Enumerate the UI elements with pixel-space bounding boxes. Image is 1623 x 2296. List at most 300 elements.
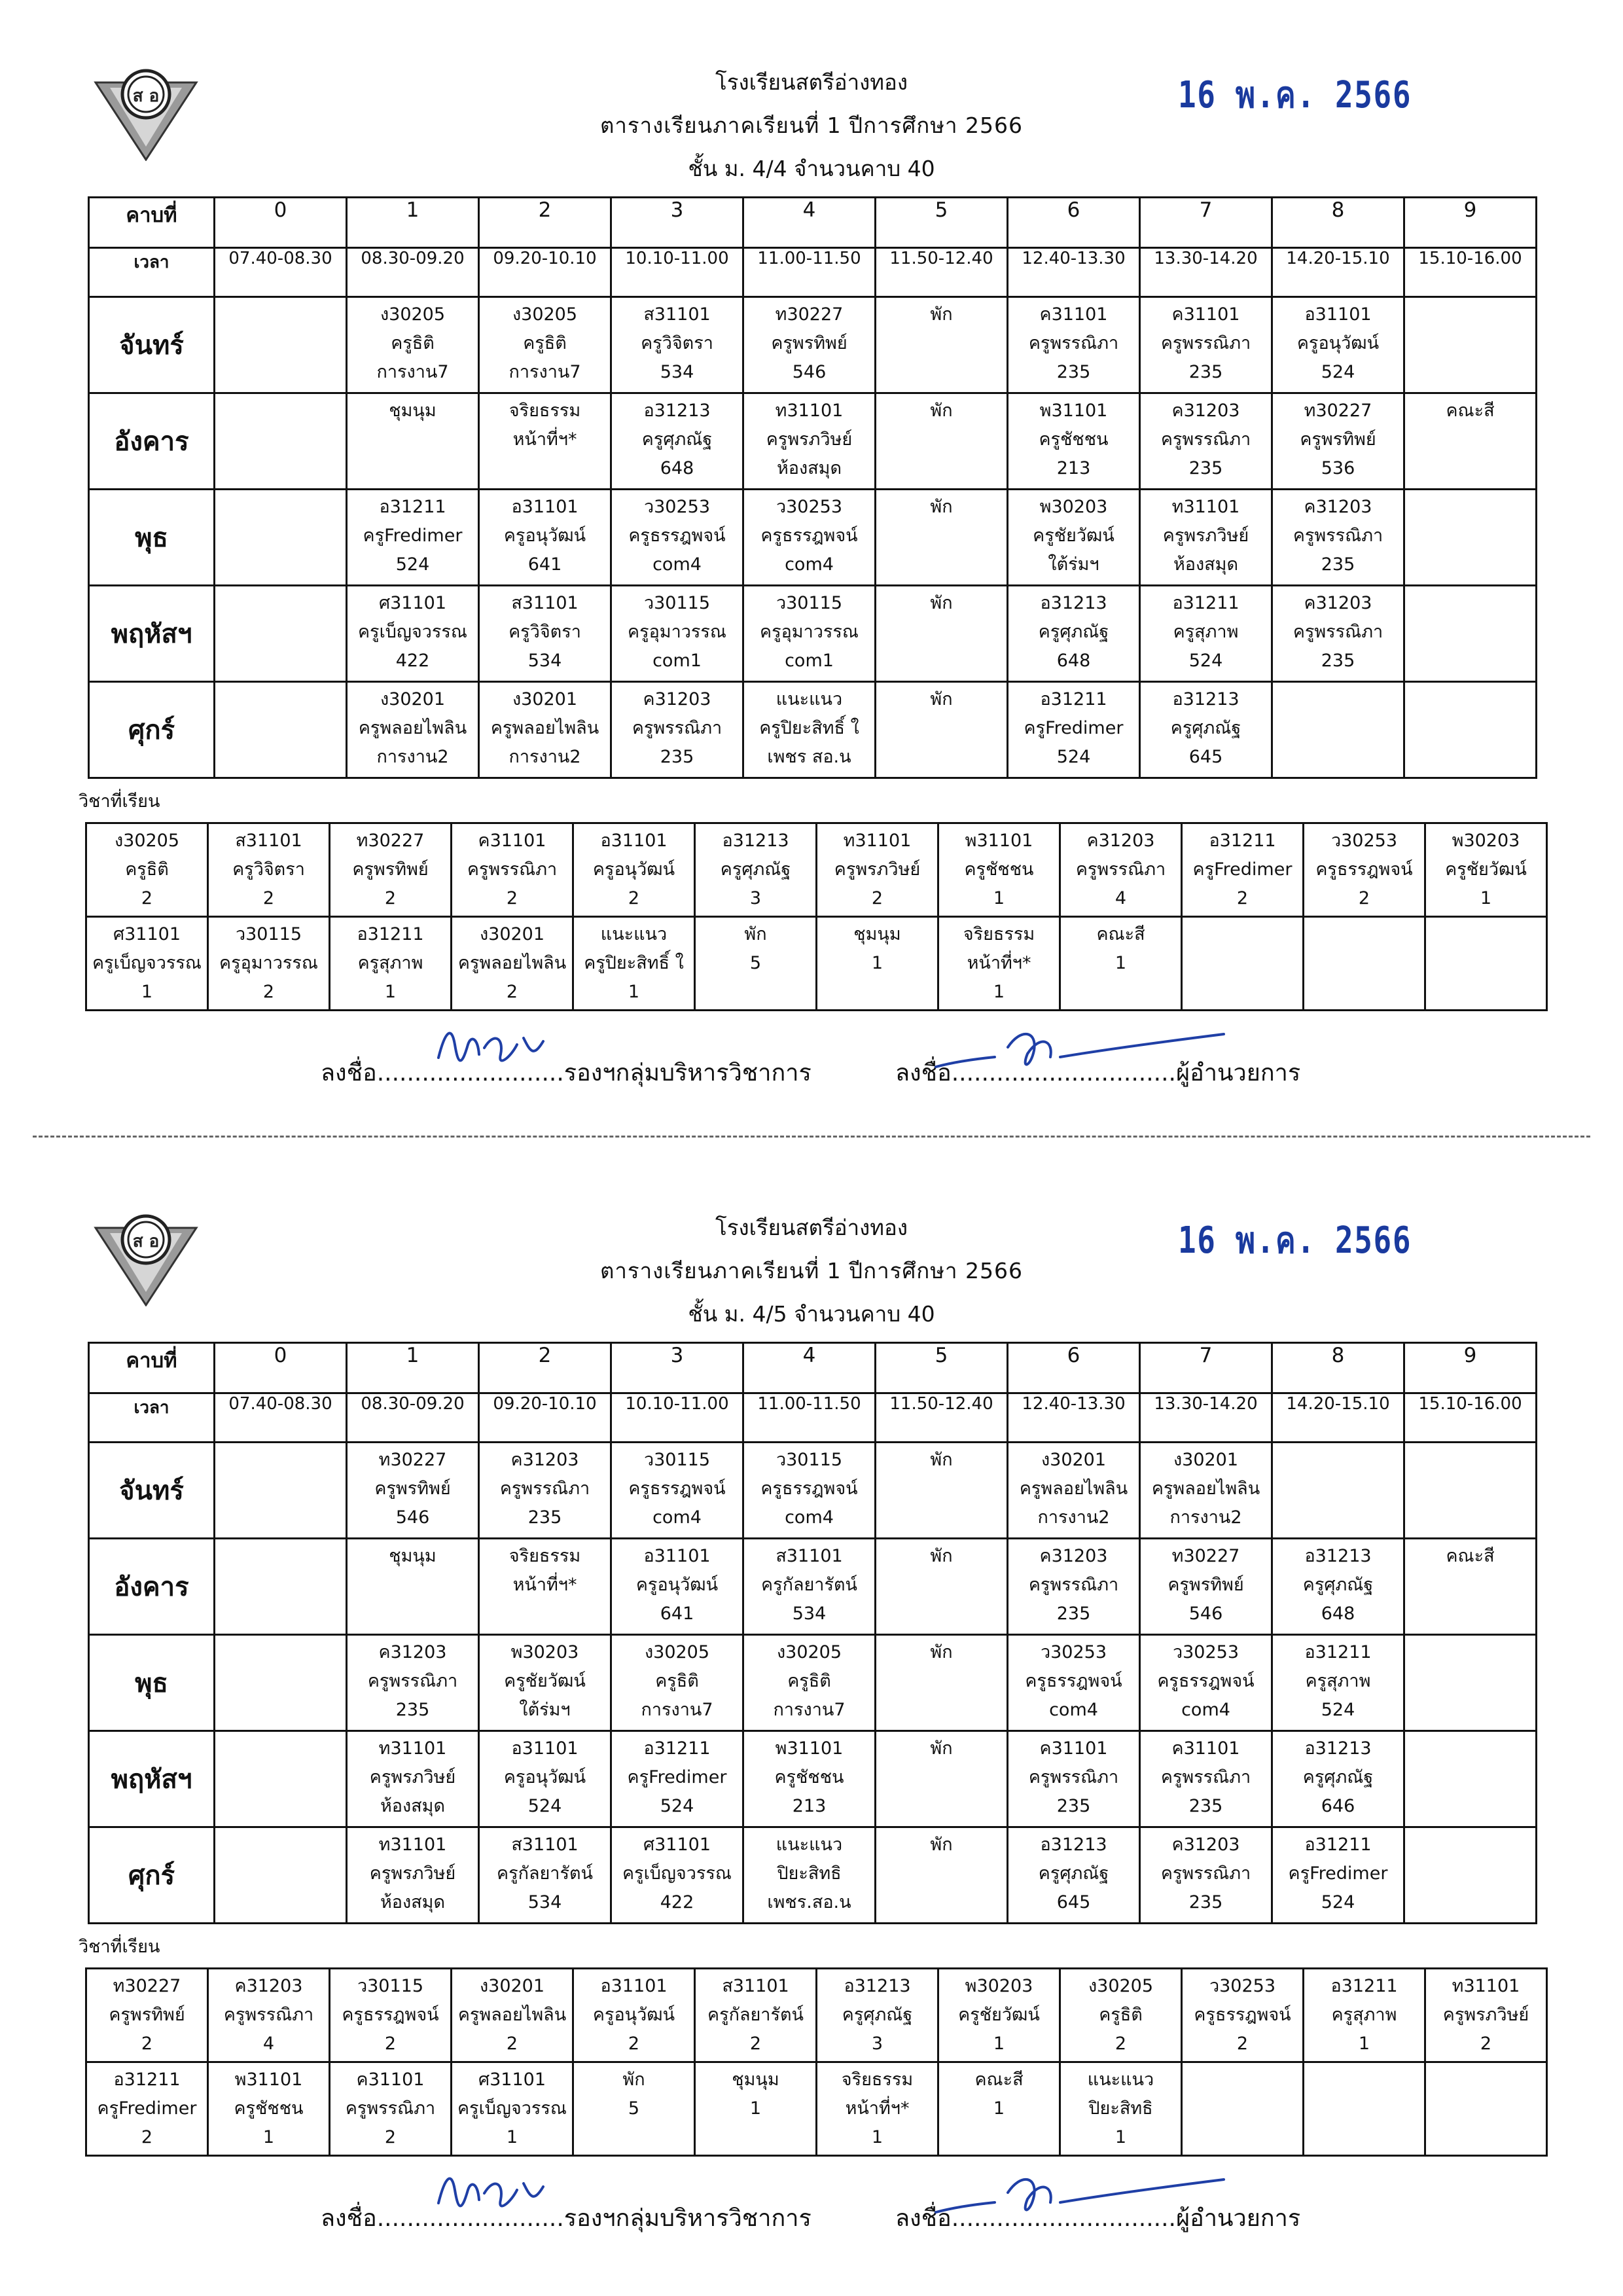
day-row [89, 490, 1537, 586]
summary-cell-line: ศ31101 [478, 2070, 546, 2090]
summary-cell-line: ครูพลอยไพลิน [457, 953, 567, 973]
class-cell-line: ครูพรรณิภา [1160, 1767, 1251, 1787]
class-cell [347, 1635, 479, 1731]
summary-cell [1060, 2062, 1182, 2156]
time-slot: 09.20-10.10 [479, 1393, 611, 1443]
summary-cell [1182, 1969, 1304, 2062]
signature-academic-deputy: ลงชื่อ.........................รองฯกลุ่มบริหารวิชาการ [321, 1060, 812, 1086]
class-cell-line: ครูพลอยไพลิน [490, 718, 599, 738]
summary-cell-line: ครูFredimer [1192, 859, 1293, 880]
summary-cell-line: 5 [749, 953, 762, 973]
summary-cell-line: ท31101 [843, 831, 912, 851]
summary-cell-line: 2 [506, 982, 518, 1002]
summary-cell-line: ครูพรทิพย์ [109, 2005, 185, 2025]
class-cell-line: 648 [1056, 651, 1091, 671]
class-cell-line: 524 [1056, 747, 1091, 767]
class-cell-line: ห้องสมุด [380, 1892, 445, 1912]
class-cell [479, 490, 611, 586]
day-name: ศุกร์ [89, 682, 215, 778]
class-cell-line: ว30115 [776, 593, 843, 613]
summary-cell-line: ครูพรภวิษย์ [834, 859, 921, 880]
class-cell-line: อ31211 [1040, 689, 1107, 709]
period-number: 6 [1008, 198, 1140, 248]
class-cell-line: ครูธรรฎพจน์ [628, 1479, 726, 1499]
summary-cell-line: 2 [384, 2127, 397, 2147]
class-cell [1008, 682, 1140, 778]
class-cell-line: ครูกัลยารัตน์ [761, 1575, 857, 1595]
class-cell [876, 1731, 1008, 1827]
summary-cell-line: ค31101 [356, 2070, 425, 2090]
summary-cell-line: 1 [628, 982, 640, 1002]
class-cell-line: ครูสุภาพ [1173, 622, 1239, 642]
class-cell-line: ครูพรรณิภา [1160, 333, 1251, 353]
class-cell-line: อ31213 [1304, 1738, 1372, 1759]
class-cell-line: ครูศุภณัฐ [1038, 622, 1109, 642]
class-cell-line: ว30253 [1040, 1642, 1107, 1662]
summary-cell [817, 1969, 938, 2062]
time-slot: 11.50-12.40 [876, 1393, 1008, 1443]
summary-cell-line: ท31101 [1452, 1976, 1520, 1996]
summary-cell [208, 917, 330, 1011]
period-row [89, 198, 1537, 248]
class-cell [743, 682, 876, 778]
class-cell-line: ท30227 [378, 1450, 447, 1470]
summary-cell [86, 917, 208, 1011]
class-cell-line: ครูFredimer [1288, 1863, 1388, 1884]
class-cell [1404, 1539, 1537, 1635]
class-cell-line: com4 [652, 1507, 702, 1528]
class-cell-line: ครูชัยวัฒน์ [1033, 526, 1115, 546]
class-cell-line: หน้าที่ฯ* [512, 429, 577, 450]
class-cell [1140, 1731, 1272, 1827]
class-cell-line: ชุมนุม [389, 401, 437, 421]
summary-cell-line: 2 [1236, 2034, 1249, 2054]
summary-cell [1182, 917, 1304, 1011]
summary-cell-line: 2 [628, 888, 640, 908]
class-cell-line: ชุมนุม [389, 1546, 437, 1566]
summary-cell [573, 823, 695, 917]
summary-cell [938, 1969, 1060, 2062]
day-name: อังคาร [89, 393, 215, 490]
class-cell-line: เพชร สอ.น [767, 747, 851, 767]
class-cell-line: 235 [1056, 1796, 1091, 1816]
class-cell-line: 235 [1056, 1604, 1091, 1624]
summary-cell-line: ชุมนุม [853, 924, 901, 944]
class-cell-line: ว30115 [776, 1450, 843, 1470]
class-cell [743, 1443, 876, 1539]
class-cell-line: 422 [395, 651, 430, 671]
summary-cell-line: ครูพลอยไพลิน [457, 2005, 567, 2025]
class-cell-line: 524 [1188, 651, 1223, 671]
day-row [89, 1539, 1537, 1635]
summary-cell [1425, 823, 1547, 917]
class-cell [347, 1731, 479, 1827]
class-cell [611, 1731, 743, 1827]
summary-cell-line: 2 [141, 888, 153, 908]
summary-cell-line: ครูอนุวัฒน์ [592, 859, 675, 880]
class-cell-line: อ31211 [643, 1738, 711, 1759]
class-cell [479, 1443, 611, 1539]
class-cell-line: ครูปิยะสิทธิ์ ใ [759, 718, 859, 738]
class-cell-line: ครูธรรฎพจน์ [760, 1479, 858, 1499]
class-cell [479, 1731, 611, 1827]
class-cell-line: การงาน7 [508, 362, 581, 382]
cut-line [33, 1136, 1590, 1138]
class-cell-line: หน้าที่ฯ* [512, 1575, 577, 1595]
class-cell-line: 546 [792, 362, 827, 382]
class-cell-line: ค31101 [1039, 1738, 1108, 1759]
day-name: จันทร์ [89, 297, 215, 393]
class-cell-line: ครูธรรฎพจน์ [760, 526, 858, 546]
class-cell-line: คณะสี [1446, 1546, 1495, 1566]
summary-cell-line: ครูศุภณัฐ [842, 2005, 913, 2025]
summary-cell-line: ครูพรภวิษย์ [1442, 2005, 1529, 2025]
summary-row [86, 917, 1547, 1011]
summary-cell-line: ง30205 [114, 831, 180, 851]
class-cell [215, 297, 347, 393]
summary-cell-line: 1 [141, 982, 153, 1002]
class-cell [743, 1539, 876, 1635]
signature-director: ลงชื่อ..............................ผู้อำนวยการ [895, 2205, 1301, 2232]
class-cell-line: 235 [1188, 1796, 1223, 1816]
class-cell-line: ท30227 [1171, 1546, 1240, 1566]
summary-cell-line: อ31211 [1330, 1976, 1398, 1996]
class-cell-line: ส31101 [643, 304, 711, 325]
summary-cell [938, 823, 1060, 917]
summary-cell [1425, 2062, 1547, 2156]
class-cell-line: อ31101 [511, 497, 579, 517]
summary-cell-line: 4 [1115, 888, 1127, 908]
class-cell-line: 536 [1321, 458, 1355, 478]
day-row [89, 1731, 1537, 1827]
summary-cell [86, 823, 208, 917]
period-number: 7 [1140, 198, 1272, 248]
class-cell [215, 1443, 347, 1539]
summary-cell-line: พัก [744, 924, 767, 944]
summary-cell [1304, 2062, 1425, 2156]
time-slot: 12.40-13.30 [1008, 248, 1140, 297]
class-cell-line: ครูวิจิตรา [641, 333, 713, 353]
schedule-title: ตารางเรียนภาคเรียนที่ 1 ปีการศึกษา 2566 [599, 1258, 1024, 1283]
class-cell-line: ค31203 [1039, 1546, 1108, 1566]
summary-cell [1182, 2062, 1304, 2156]
summary-cell [1060, 823, 1182, 917]
summary-cell-line: 2 [506, 2034, 518, 2054]
class-cell [876, 1635, 1008, 1731]
handwritten-signature-left [432, 2164, 563, 2225]
class-cell-line: ครูพรรณิภา [367, 1671, 458, 1691]
class-cell-line: ท31101 [378, 1835, 447, 1855]
period-number: 4 [743, 1343, 876, 1393]
subjects-label: วิชาที่เรียน [79, 1937, 160, 1957]
summary-cell-line: จริยธรรม [841, 2070, 914, 2090]
summary-cell-line: ง30201 [479, 1976, 545, 1996]
class-cell-line: ครูธรรฎพจน์ [1025, 1671, 1122, 1691]
class-cell-line: การงาน7 [376, 362, 449, 382]
class-cell-line: 235 [395, 1700, 430, 1720]
class-cell [479, 393, 611, 490]
class-cell-line: 645 [1188, 747, 1223, 767]
day-name: พฤหัสฯ [89, 1731, 215, 1827]
class-cell-line: อ31213 [1040, 593, 1107, 613]
class-cell [347, 1827, 479, 1924]
class-cell [1272, 490, 1404, 586]
class-cell-line: เพชร.สอ.น [767, 1892, 851, 1912]
summary-cell [86, 1969, 208, 2062]
summary-cell-line: ครูธรรฎพจน์ [1194, 2005, 1291, 2025]
class-cell-line: com4 [1049, 1700, 1098, 1720]
class-cell-line: 235 [1188, 362, 1223, 382]
summary-cell [208, 2062, 330, 2156]
summary-cell-line: ครูศุภณัฐ [720, 859, 791, 880]
summary-cell-line: ง30205 [1088, 1976, 1154, 1996]
class-cell-line: ครูพรรณิภา [1293, 622, 1383, 642]
class-cell-line: พัก [930, 304, 953, 325]
period-number: 2 [479, 198, 611, 248]
summary-cell [1304, 1969, 1425, 2062]
summary-cell-line: พัก [622, 2070, 645, 2090]
class-cell-line: อ31101 [1304, 304, 1372, 325]
class-cell-line: ค31101 [1171, 304, 1240, 325]
class-cell [1008, 1443, 1140, 1539]
period-number: 3 [611, 198, 743, 248]
class-cell-line: อ31101 [643, 1546, 711, 1566]
summary-cell-line: ค31101 [478, 831, 546, 851]
class-cell-line: พัก [930, 1835, 953, 1855]
summary-cell-line: 2 [384, 2034, 397, 2054]
class-cell [215, 682, 347, 778]
summary-cell [330, 917, 452, 1011]
day-row [89, 1827, 1537, 1924]
time-slot: 09.20-10.10 [479, 248, 611, 297]
day-name: พฤหัสฯ [89, 586, 215, 682]
class-cell-line: ท30227 [1304, 401, 1372, 421]
time-slot: 14.20-15.10 [1272, 1393, 1404, 1443]
summary-cell-line: ท30227 [113, 1976, 181, 1996]
class-cell-line: ครูชัชชน [774, 1767, 844, 1787]
class-cell-line: 524 [1321, 362, 1355, 382]
class-cell-line: ครูพลอยไพลิน [1151, 1479, 1260, 1499]
svg-text:ส อ: ส อ [132, 86, 160, 106]
class-cell [479, 1539, 611, 1635]
class-cell [347, 586, 479, 682]
summary-cell-line: หน้าที่ฯ* [845, 2098, 910, 2119]
summary-cell-line: 2 [1115, 2034, 1127, 2054]
summary-cell-line: พ30203 [965, 1976, 1033, 1996]
class-cell-line: ค31203 [510, 1450, 579, 1470]
class-cell [215, 1731, 347, 1827]
day-row [89, 1443, 1537, 1539]
summary-cell-line: ครูปิยะสิทธิ์ ใ [584, 953, 684, 973]
class-cell-line: ครูพรรณิภา [632, 718, 722, 738]
class-cell-line: พ30203 [510, 1642, 579, 1662]
class-cell [1404, 297, 1537, 393]
class-cell-line: 235 [1056, 362, 1091, 382]
day-name: พุธ [89, 490, 215, 586]
class-cell [876, 1539, 1008, 1635]
summary-cell-line: 4 [262, 2034, 275, 2054]
summary-cell [208, 1969, 330, 2062]
class-cell-line: จริยธรรม [508, 1546, 581, 1566]
signature-academic-deputy: ลงชื่อ.........................รองฯกลุ่มบริหารวิชาการ [321, 2205, 812, 2232]
class-cell-line: อ31101 [511, 1738, 579, 1759]
class-cell-line: ส31101 [511, 593, 579, 613]
summary-cell-line: 2 [871, 888, 883, 908]
class-cell-line: 648 [1321, 1604, 1355, 1624]
summary-cell [452, 823, 573, 917]
class-cell-line: อ31211 [1304, 1835, 1372, 1855]
summary-cell-line: คณะสี [1096, 924, 1145, 944]
class-cell [876, 297, 1008, 393]
summary-cell [573, 2062, 695, 2156]
class-cell-line: ครูกัลยารัตน์ [497, 1863, 593, 1884]
summary-cell-line: ครูธิติ [125, 859, 169, 880]
class-cell-line: ว30253 [643, 497, 711, 517]
class-cell-line: ปิยะสิทธิ [777, 1863, 842, 1884]
class-cell-line: 235 [1188, 1892, 1223, 1912]
summary-cell-line: ค31203 [234, 1976, 303, 1996]
class-cell [347, 297, 479, 393]
summary-cell [938, 2062, 1060, 2156]
time-row [89, 248, 1537, 297]
class-cell-line: 235 [1188, 458, 1223, 478]
class-cell [1140, 393, 1272, 490]
class-cell [743, 490, 876, 586]
class-cell-line: ง30205 [380, 304, 446, 325]
class-cell-line: 534 [527, 1892, 562, 1912]
summary-cell-line: 2 [1236, 888, 1249, 908]
class-cell-line: ครูพรรณิภา [499, 1479, 590, 1499]
class-cell-line: ครูธิติ [655, 1671, 699, 1691]
class-cell-line: พัก [930, 689, 953, 709]
class-cell-line: ครูพลอยไพลิน [358, 718, 467, 738]
summary-cell [938, 917, 1060, 1011]
class-cell [1272, 682, 1404, 778]
class-cell [215, 1539, 347, 1635]
day-name: พุธ [89, 1635, 215, 1731]
class-cell [1140, 490, 1272, 586]
summary-cell-line: พ31101 [234, 2070, 303, 2090]
summary-cell-line: ครูสุภาพ [1331, 2005, 1397, 2025]
summary-cell-line: ครูกัลยารัตน์ [707, 2005, 804, 2025]
class-cell-line: ท31101 [1171, 497, 1240, 517]
subjects-label: วิชาที่เรียน [79, 791, 160, 812]
time-slot: 15.10-16.00 [1404, 1393, 1537, 1443]
class-cell-line: พ30203 [1039, 497, 1108, 517]
summary-cell-line: 1 [871, 953, 883, 973]
class-cell [611, 1635, 743, 1731]
class-cell-line: ครูธรรฎพจน์ [1157, 1671, 1255, 1691]
class-cell-line: 213 [792, 1796, 827, 1816]
class-cell [1404, 1827, 1537, 1924]
class-cell-line: ครูพรภวิษย์ [369, 1863, 456, 1884]
class-cell [1404, 1635, 1537, 1731]
summary-cell-line: ท30227 [356, 831, 425, 851]
time-slot: 10.10-11.00 [611, 1393, 743, 1443]
class-cell [1272, 1443, 1404, 1539]
period-number: 9 [1404, 198, 1537, 248]
period-number: 7 [1140, 1343, 1272, 1393]
class-cell-line: พัก [930, 401, 953, 421]
summary-cell-line: 1 [506, 2127, 518, 2147]
class-cell-line: 213 [1056, 458, 1091, 478]
summary-cell [1060, 1969, 1182, 2062]
period-number: 2 [479, 1343, 611, 1393]
class-cell [1272, 1731, 1404, 1827]
class-cell [1140, 1443, 1272, 1539]
class-cell-line: ค31203 [1171, 1835, 1240, 1855]
summary-cell-line: ครูพรรณิภา [1075, 859, 1166, 880]
class-cell [1404, 682, 1537, 778]
class-cell [1008, 393, 1140, 490]
summary-cell [1304, 917, 1425, 1011]
class-cell-line: 235 [1321, 651, 1355, 671]
signature-director: ลงชื่อ..............................ผู้อำนวยการ [895, 1060, 1301, 1086]
class-cell-line: ครูFredimer [627, 1767, 727, 1787]
summary-cell-line: 2 [1480, 2034, 1492, 2054]
class-cell-line: ครูเบ็ญจวรรณ [622, 1863, 732, 1884]
class-cell-line: ว30115 [643, 593, 711, 613]
class-cell [611, 1539, 743, 1635]
summary-cell-line: 1 [1115, 953, 1127, 973]
class-cell-line: ว30253 [1172, 1642, 1240, 1662]
class-cell [479, 297, 611, 393]
class-cell [611, 682, 743, 778]
summary-cell-line: 1 [1115, 2127, 1127, 2147]
class-cell [215, 1635, 347, 1731]
svg-text:ส อ: ส อ [132, 1232, 160, 1251]
class-cell [1008, 1635, 1140, 1731]
class-cell [743, 586, 876, 682]
class-cell-line: ใต้ร่มฯ [519, 1700, 571, 1720]
class-cell-line: ค31203 [1304, 497, 1372, 517]
class-cell [1272, 393, 1404, 490]
class-cell-line: พัก [930, 497, 953, 517]
summary-cell-line: ว30115 [235, 924, 302, 944]
class-cell [743, 1731, 876, 1827]
class-cell [215, 1827, 347, 1924]
summary-cell [208, 823, 330, 917]
summary-cell [452, 1969, 573, 2062]
class-cell [1008, 1539, 1140, 1635]
class-cell-line: 534 [527, 651, 562, 671]
timetable [88, 196, 1537, 779]
summary-cell-line: ส31101 [235, 831, 302, 851]
class-cell-line: พ31101 [775, 1738, 844, 1759]
summary-cell [695, 2062, 817, 2156]
day-row [89, 586, 1537, 682]
handwritten-signature-right [929, 2166, 1230, 2228]
summary-cell-line: 2 [749, 2034, 762, 2054]
class-cell-line: com4 [785, 1507, 834, 1528]
class-cell-line: ค31203 [378, 1642, 447, 1662]
summary-cell-line: ว30253 [1209, 1976, 1276, 1996]
class-cell-line: แนะแนว [776, 1835, 843, 1855]
class-cell-line: ท31101 [378, 1738, 447, 1759]
summary-cell-line: อ31101 [600, 831, 668, 851]
time-slot: 07.40-08.30 [215, 248, 347, 297]
summary-cell-line: อ31213 [722, 831, 789, 851]
class-cell [1140, 586, 1272, 682]
class-cell-line: ง30201 [1173, 1450, 1239, 1470]
class-cell-line: ครูธรรฎพจน์ [628, 526, 726, 546]
summary-cell-line: อ31213 [844, 1976, 911, 1996]
class-cell-line: 524 [527, 1796, 562, 1816]
period-label: คาบที่ [89, 198, 215, 248]
class-cell-line: ครูพรทิพย์ [374, 1479, 451, 1499]
time-slot: 07.40-08.30 [215, 1393, 347, 1443]
summary-cell-line: 1 [1480, 888, 1492, 908]
